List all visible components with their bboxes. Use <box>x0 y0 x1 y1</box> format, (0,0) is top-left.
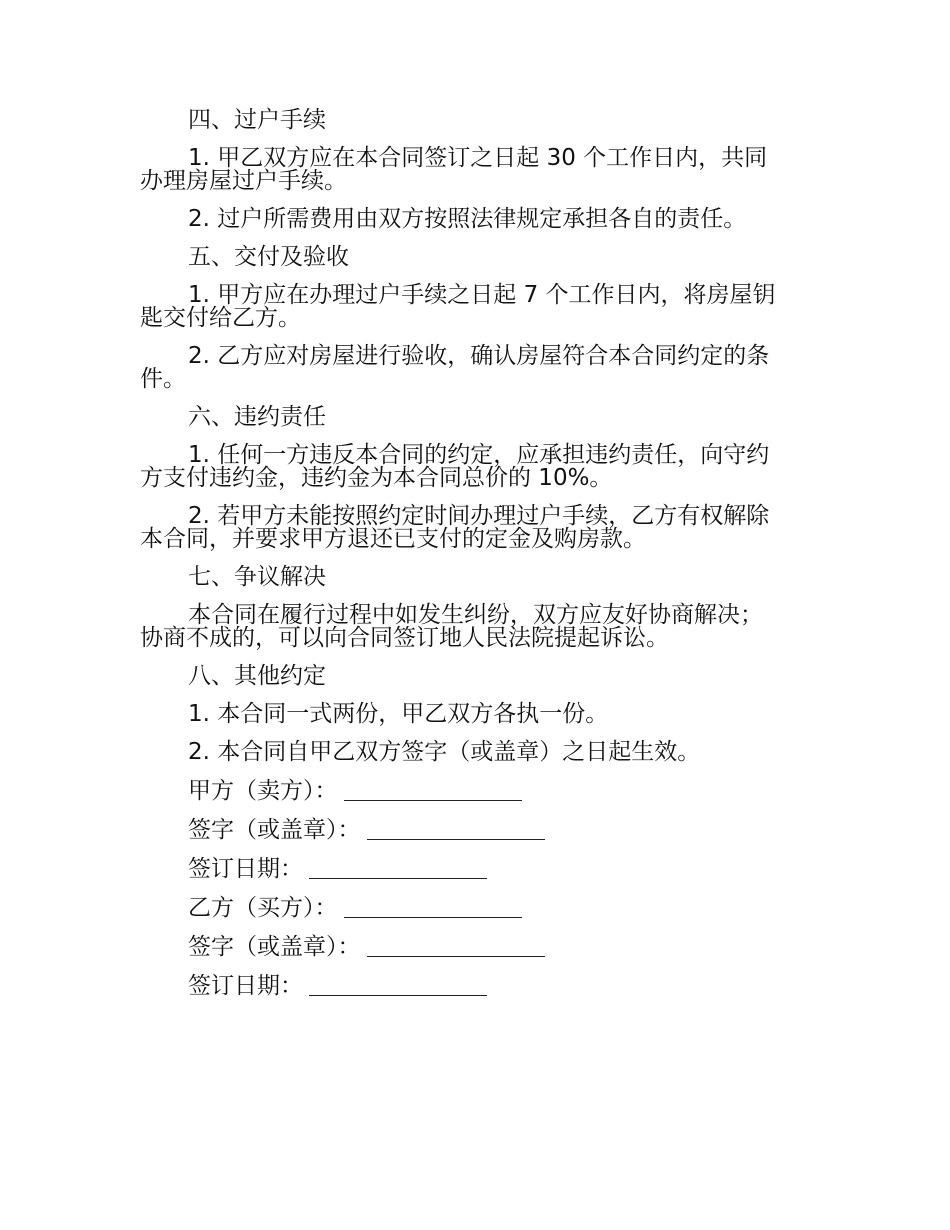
sign-a-line <box>140 817 812 843</box>
section-heading-dispute: 七、争议解决 <box>188 564 326 590</box>
date-a-line <box>140 856 812 882</box>
contract-body <box>140 101 812 999</box>
liability-clause-1: 1. 任何一方违反本合同的约定，应承担违约责任，向守约 <box>188 442 770 468</box>
other-clause-2: 2. 本合同自甲乙双方签字（或盖章）之日起生效。 <box>188 739 701 765</box>
liability-clause-2: 2. 若甲方未能按照约定时间办理过户手续，乙方有权解除 <box>188 503 770 529</box>
date-b-blank[interactable] <box>309 975 487 996</box>
sign-b-label: 签字（或盖章）： <box>188 934 361 960</box>
delivery-clause-1: 1. 甲方应在办理过户手续之日起 7 个工作日内，将房屋钥 <box>188 282 776 308</box>
delivery-clause-2: 2. 乙方应对房屋进行验收，确认房屋符合本合同约定的条 <box>188 343 770 369</box>
party-b-label: 乙方（买方）： <box>188 895 338 921</box>
date-a-label: 签订日期： <box>188 856 303 882</box>
sign-b-blank[interactable] <box>367 936 545 957</box>
transfer-clause-2: 2. 过户所需费用由双方按照法律规定承担各自的责任。 <box>188 206 747 232</box>
transfer-clause-1: 1. 甲乙双方应在本合同签订之日起 30 个工作日内，共同 <box>188 145 768 171</box>
dispute-paragraph-cont: 协商不成的，可以向合同签订地人民法院提起诉讼。 <box>140 625 669 651</box>
liability-clause-1-cont: 方支付违约金，违约金为本合同总价的 10%。 <box>140 465 613 491</box>
date-a-blank[interactable] <box>309 858 487 879</box>
date-b-label: 签订日期： <box>188 973 303 999</box>
transfer-clause-1-cont: 办理房屋过户手续。 <box>140 168 347 194</box>
delivery-clause-2-cont: 件。 <box>140 366 186 392</box>
party-a-blank[interactable] <box>344 780 522 801</box>
delivery-clause-1-cont: 匙交付给乙方。 <box>140 305 301 331</box>
party-b-blank[interactable] <box>344 897 522 918</box>
date-b-line <box>140 973 812 999</box>
party-a-label: 甲方（卖方）： <box>188 778 338 804</box>
other-clause-1: 1. 本合同一式两份，甲乙双方各执一份。 <box>188 701 609 727</box>
sign-b-line <box>140 934 812 960</box>
sign-a-label: 签字（或盖章）： <box>188 817 361 843</box>
section-heading-other: 八、其他约定 <box>188 663 326 689</box>
party-a-line <box>140 778 812 804</box>
section-heading-transfer: 四、过户手续 <box>188 107 326 133</box>
section-heading-delivery: 五、交付及验收 <box>188 244 349 270</box>
section-heading-liability: 六、违约责任 <box>188 404 326 430</box>
dispute-paragraph: 本合同在履行过程中如发生纠纷，双方应友好协商解决； <box>188 602 763 628</box>
sign-a-blank[interactable] <box>367 819 545 840</box>
liability-clause-2-cont: 本合同，并要求甲方退还已支付的定金及购房款。 <box>140 526 646 552</box>
party-b-line <box>140 895 812 921</box>
